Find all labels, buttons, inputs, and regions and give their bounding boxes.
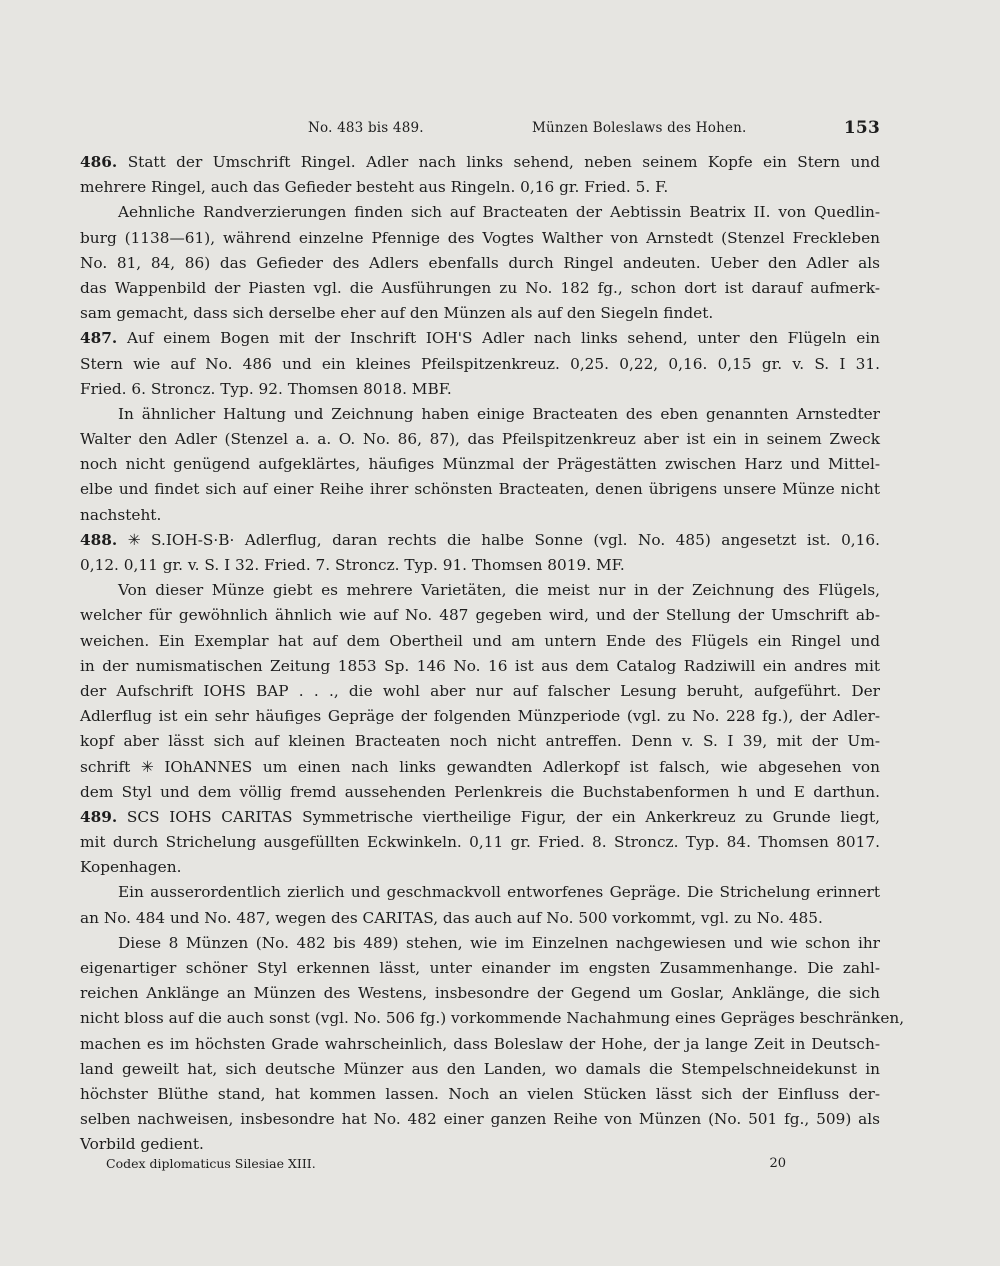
- conclusion-line: machen es im höchsten Grade wahrscheinlich, dass Boleslaw der Hohe, der ja lange Zeit in Deutsch-: [80, 1034, 880, 1053]
- header-title: Münzen Boleslaws des Hohen.: [532, 120, 747, 136]
- entry-number: 489.: [80, 807, 118, 826]
- conclusion-line: Vorbild gedient.: [80, 1135, 204, 1154]
- footer-source: Codex diplomaticus Silesiae XIII.: [106, 1156, 316, 1171]
- entry-489-line: [80, 805, 880, 830]
- entry-486-line: [80, 150, 880, 175]
- header-range: No. 483 bis 489.: [308, 120, 424, 136]
- entry-number: 486.: [80, 153, 118, 171]
- note-488-line: der Aufschrift IOHS BAP . . ., die wohl aber nur auf falscher Lesung beruht, aufgeführt. Der: [80, 681, 880, 700]
- note-486-line: burg (1138—61), während einzelne Pfennige des Vogtes Walther von Arnstedt (Stenzel Freckleben: [80, 228, 880, 247]
- conclusion-line: Diese 8 Münzen (No. 482 bis 489) stehen, wie im Einzelnen nachgewiesen und wie schon ihr: [118, 933, 880, 952]
- entry-487-line: Stern wie auf No. 486 und ein kleines Pfeilspitzenkreuz. 0,25. 0,22, 0,16. 0,15 gr. v. S. I 31.: [80, 354, 880, 373]
- entry-text: SCS IOHS CARITAS Symmetrische viertheilige Figur, der ein Ankerkreuz zu Grunde liegt,: [126, 807, 880, 826]
- note-488-line: schrift ✳ IOhANNES um einen nach links gewandten Adlerkopf ist falsch, wie abgesehen von: [80, 757, 880, 776]
- note-488-line: welcher für gewöhnlich ähnlich wie auf No. 487 gegeben wird, und der Stellung der Umschrift ab-: [80, 606, 880, 625]
- conclusion-line: selben nachweisen, insbesondre hat No. 482 einer ganzen Reihe von Münzen (No. 501 fg., 509) als: [80, 1110, 880, 1129]
- note-487-line: In ähnlicher Haltung und Zeichnung haben einige Bracteaten des eben genannten Arnstedter: [118, 404, 880, 423]
- entry-488-line: [80, 528, 880, 553]
- page-number: 153: [843, 118, 880, 138]
- conclusion-line: höchster Blüthe stand, hat kommen lassen. Noch an vielen Stücken lässt sich der Einfluss der-: [80, 1084, 880, 1103]
- entry-487-line: [80, 326, 880, 351]
- entry-489-line: Kopenhagen.: [80, 858, 182, 877]
- page-header: [80, 118, 880, 140]
- conclusion-line: land geweilt hat, sich deutsche Münzer aus den Landen, wo damals die Stempelschneidekunst in: [80, 1059, 880, 1078]
- note-489-line: Ein ausserordentlich zierlich und geschmackvoll entworfenes Gepräge. Die Strichelung erinnert: [118, 883, 880, 902]
- note-487-line: Walter den Adler (Stenzel a. a. O. No. 86, 87), das Pfeilspitzenkreuz aber ist ein in seinem Zweck: [80, 430, 880, 449]
- entry-text: ✳ S.IOH-S·B· Adlerflug, daran rechts die halbe Sonne (vgl. No. 485) angesetzt ist. 0,16.: [127, 530, 880, 549]
- conclusion-line: nicht bloss auf die auch sonst (vgl. No. 506 fg.) vorkommende Nachahmung eines Gepräges beschränken,: [80, 1009, 905, 1028]
- note-488-line: in der numismatischen Zeitung 1853 Sp. 146 No. 16 ist aus dem Catalog Radziwill ein andres mit: [80, 656, 880, 675]
- entry-number: 488.: [80, 530, 118, 549]
- note-487-line: noch nicht genügend aufgeklärtes, häufiges Münzmal der Prägestätten zwischen Harz und Mittel-: [80, 455, 880, 474]
- note-486-line: Aehnliche Randverzierungen finden sich auf Bracteaten der Aebtissin Beatrix II. von Quedlin-: [118, 203, 880, 222]
- page-footer: [106, 1156, 786, 1176]
- note-488-line: Adlerflug ist ein sehr häufiges Gepräge der folgenden Münzperiode (vgl. zu No. 228 fg.), der Adler-: [80, 707, 880, 726]
- entry-489-line: mit durch Strichelung ausgefüllten Eckwinkeln. 0,11 gr. Fried. 8. Stroncz. Typ. 84. Thomsen 8017.: [80, 833, 880, 852]
- note-488-line: weichen. Ein Exemplar hat auf dem Obertheil und am untern Ende des Flügels ein Ringel und: [80, 631, 880, 650]
- entry-text: Statt der Umschrift Ringel. Adler nach links sehend, neben seinem Kopfe ein Stern und: [127, 153, 880, 171]
- entry-486-line: mehrere Ringel, auch das Gefieder besteht aus Ringeln. 0,16 gr. Fried. 5. F.: [80, 178, 669, 197]
- conclusion-line: reichen Anklänge an Münzen des Westens, insbesondre der Gegend um Goslar, Anklänge, die sich: [80, 984, 880, 1003]
- entry-488-line: 0,12. 0,11 gr. v. S. I 32. Fried. 7. Stroncz. Typ. 91. Thomsen 8019. MF.: [80, 556, 625, 574]
- note-489-line: an No. 484 und No. 487, wegen des CARITAS, das auch auf No. 500 vorkommt, vgl. zu No. 485.: [80, 908, 823, 927]
- note-486-line: No. 81, 84, 86) das Gefieder des Adlers ebenfalls durch Ringel andeuten. Ueber den Adler als: [80, 253, 880, 272]
- note-488-line: dem Styl und dem völlig fremd aussehenden Perlenkreis die Buchstabenformen h und E darthun.: [80, 782, 880, 801]
- note-486-line: sam gemacht, dass sich derselbe eher auf den Münzen als auf den Siegeln findet.: [80, 304, 714, 323]
- footer-signature: 20: [769, 1156, 786, 1171]
- note-488-line: kopf aber lässt sich auf kleinen Bracteaten noch nicht antreffen. Denn v. S. I 39, mit der Um-: [80, 732, 880, 751]
- document-body: [80, 150, 905, 1158]
- note-487-line: elbe und findet sich auf einer Reihe ihrer schönsten Bracteaten, denen übrigens unsere Münze nicht: [80, 480, 880, 499]
- entry-text: Auf einem Bogen mit der Inschrift IOH'S Adler nach links sehend, unter den Flügeln ein: [126, 329, 880, 348]
- note-488-line: Von dieser Münze giebt es mehrere Varietäten, die meist nur in der Zeichnung des Flügels,: [118, 581, 880, 600]
- note-487-line: nachsteht.: [80, 505, 162, 524]
- conclusion-line: eigenartiger schöner Styl erkennen lässt, unter einander im engsten Zusammenhange. Die zahl-: [80, 959, 880, 977]
- note-486-line: das Wappenbild der Piasten vgl. die Ausführungen zu No. 182 fg., schon dort ist darauf aufmerk-: [80, 278, 880, 297]
- entry-number: 487.: [80, 329, 118, 348]
- entry-487-line: Fried. 6. Stroncz. Typ. 92. Thomsen 8018. MBF.: [80, 379, 452, 398]
